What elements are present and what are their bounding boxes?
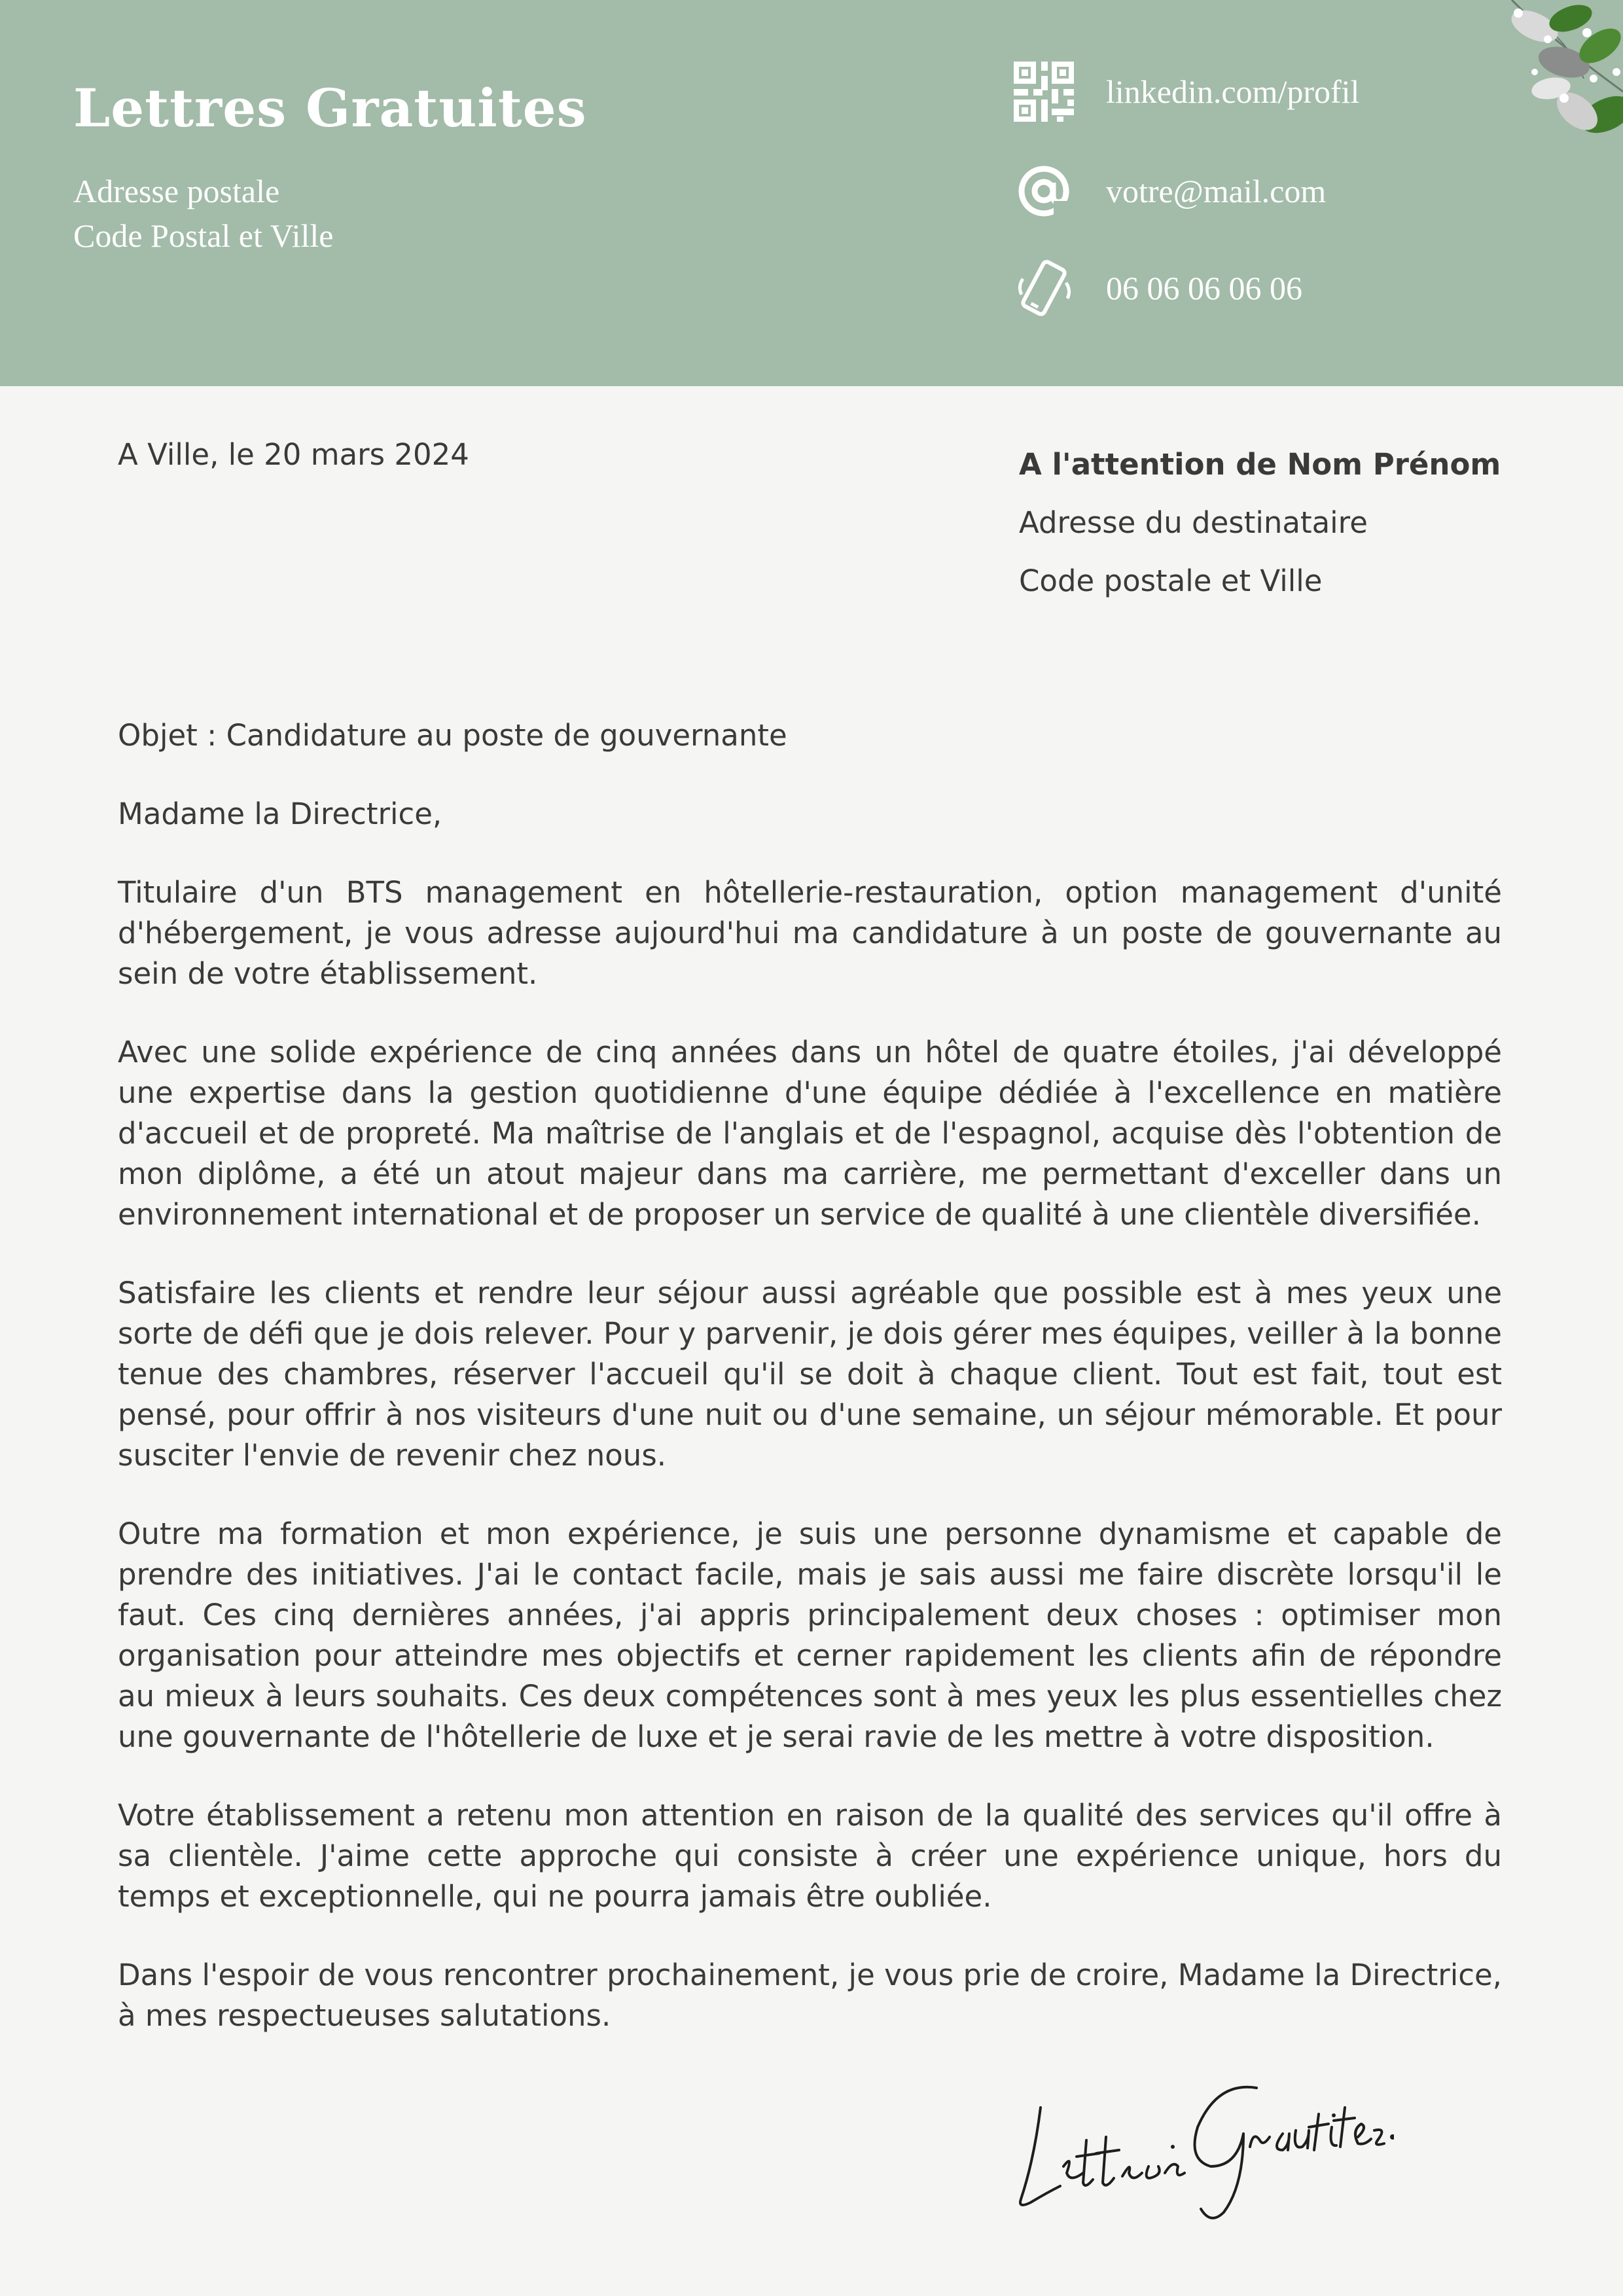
paragraph: Avec une solide expérience de cinq années dans un hôtel de quatre étoiles, j'ai développé une expertise dans la gestion quotidienne d'une équipe dédiée à l'excellence en matière d'accueil et de propreté. Ma maîtrise de l'anglais et de l'espagnol, acquise dès l'obtention de mon diplôme, a été un atout majeur dans ma carrière, me permettant d'exceller dans un environnement international et de proposer un service de qualité à une clientèle diversifiée. [118, 1035, 1502, 1232]
recipient-address: Adresse du destinataire [1019, 505, 1368, 540]
letter-body [118, 715, 1502, 2074]
letter-date: A Ville, le 20 mars 2024 [118, 437, 469, 472]
sender-address-line1: Adresse postale [73, 173, 280, 209]
paragraph: Outre ma formation et mon expérience, je suis une personne dynamisme et capable de prendre des initiatives. J'ai le contact facile, mais je sais aussi me faire discrète lorsqu'il le faut. Ces cinq dernières années, j'ai appris principalement deux choses : optimiser mon organisation pour atteindre mes objectifs et cerner rapidement les clients afin de répondre au mieux à leurs souhaits. Ces deux compétences sont à mes yeux les plus essentielles chez une gouvernante de l'hôtellerie de luxe et je serai ravie de les mettre à votre disposition. [118, 1516, 1502, 1754]
sender-address-line2: Code Postal et Ville [73, 217, 334, 254]
phone-text: 06 06 06 06 06 [1106, 270, 1302, 306]
sender-address [73, 169, 333, 258]
paragraph: Dans l'espoir de vous rencontrer prochainement, je vous prie de croire, Madame la Directrice, à mes respectueuses salutations. [118, 1958, 1502, 2033]
paragraph: Titulaire d'un BTS management en hôtellerie-restauration, option management d'unité d'hébergement, je vous adresse aujourd'hui ma candidature à un poste de gouvernante au sein de votre établissement. [118, 875, 1502, 991]
header-band [0, 0, 1623, 386]
signature [1001, 2068, 1394, 2225]
phone-icon [1011, 255, 1077, 321]
contact-linkedin [1011, 59, 1469, 124]
paragraph: Votre établissement a retenu mon attention en raison de la qualité des services qu'il offre à sa clientèle. J'aime cette approche qui consiste à créer une expérience unique, hors du temps et exceptionnelle, qui ne pourra jamais être oubliée. [118, 1798, 1502, 1914]
qr-code-icon [1011, 59, 1077, 124]
recipient-name: A l'attention de Nom Prénom [1019, 447, 1501, 482]
leaves-decoration [1472, 0, 1623, 157]
recipient-city: Code postale et Ville [1019, 564, 1323, 598]
sender-name: Lettres Gratuites [73, 77, 587, 139]
linkedin-text: linkedin.com/profil [1106, 73, 1360, 110]
letter-salutation: Madame la Directrice, [118, 797, 442, 831]
contact-email [1011, 158, 1469, 224]
at-sign-icon [1011, 158, 1077, 224]
email-text: votre@mail.com [1106, 173, 1327, 209]
recipient-block [1019, 435, 1501, 610]
contact-phone [1011, 255, 1469, 321]
paragraph: Satisfaire les clients et rendre leur séjour aussi agréable que possible est à mes yeux une sorte de défi que je dois relever. Pour y parvenir, je dois gérer mes équipes, veiller à la bonne tenue des chambres, réserver l'accueil qu'il se doit à chaque client. Tout est fait, tout est pensé, pour offrir à nos visiteurs d'une nuit ou d'une semaine, un séjour mémorable. Et pour susciter l'envie de revenir chez nous. [118, 1276, 1502, 1473]
letter-subject: Objet : Candidature au poste de gouvernante [118, 718, 787, 753]
